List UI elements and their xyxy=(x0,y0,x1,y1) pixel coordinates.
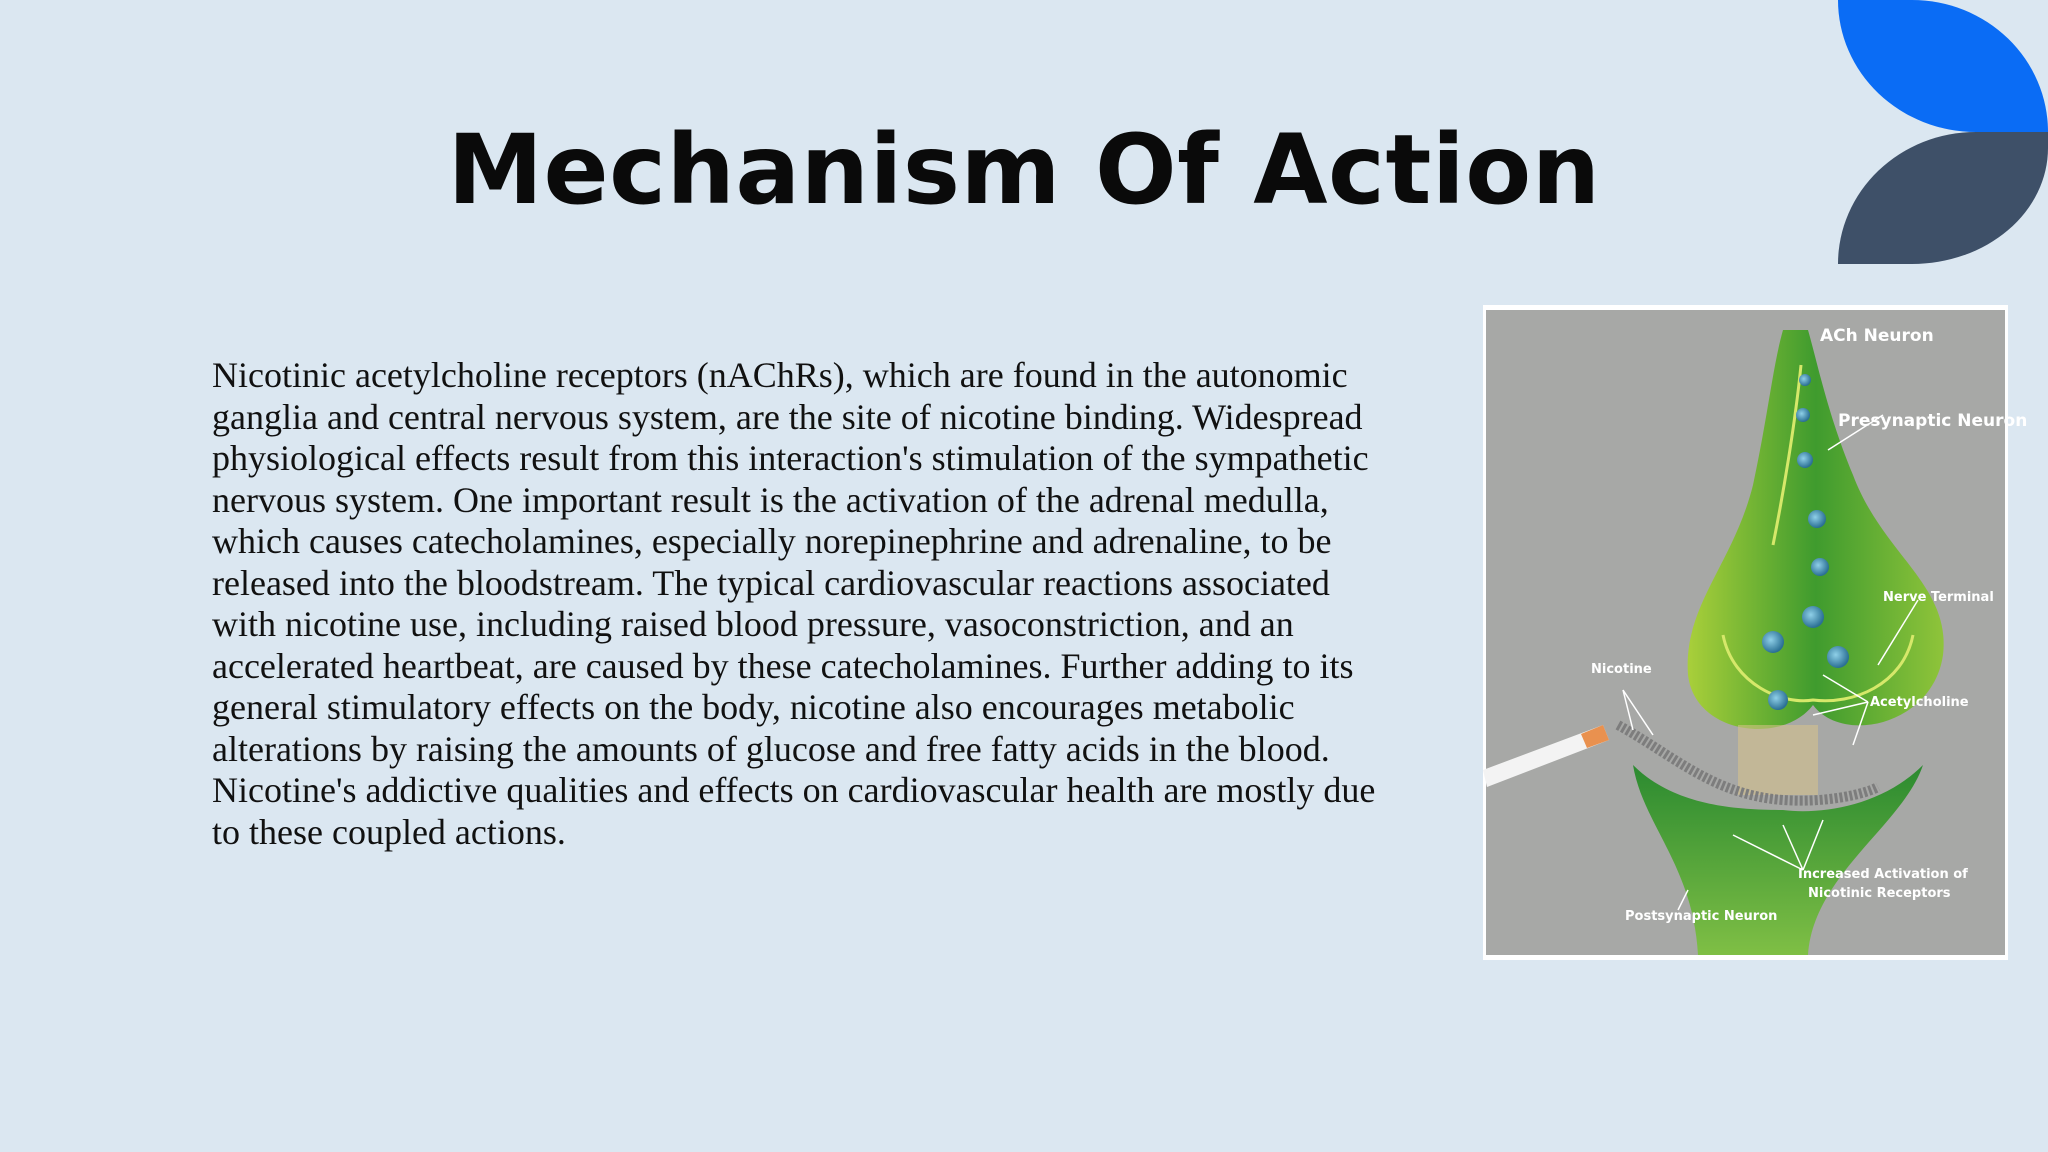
label-postsynaptic-neuron: Postsynaptic Neuron xyxy=(1625,909,1778,924)
label-ach-neuron: ACh Neuron xyxy=(1820,326,1934,346)
label-nerve-terminal: Nerve Terminal xyxy=(1883,590,1994,605)
slide-title: Mechanism Of Action xyxy=(447,114,1601,226)
label-presynaptic-neuron: Presynaptic Neuron xyxy=(1838,411,2028,431)
label-nicotine: Nicotine xyxy=(1591,662,1652,677)
label-increased-activation-line2: Nicotinic Receptors xyxy=(1808,886,1951,901)
label-acetylcholine: Acetylcholine xyxy=(1870,695,1969,710)
label-increased-activation-line1: Increased Activation of xyxy=(1798,867,1968,882)
synapse-diagram-image xyxy=(1483,305,2028,960)
body-paragraph: Nicotinic acetylcholine receptors (nAChRs), which are found in the autonomic ganglia and central nervous system, are the site of nicotine binding. Widespread physiological effects result from this interaction's stimulation of the sympathetic nervous system. One important result is the activation of the adrenal medulla, which causes catecholamines, especially norepinephrine and adrenaline, to be released into the bloodstream. The typical cardiovascular reactions associated with nicotine use, including raised blood pressure, vasoconstriction, and an accelerated heartbeat, are caused by these catecholamines. Further adding to its general stimulatory effects on the body, nicotine also encourages metabolic alterations by raising the amounts of glucose and free fatty acids in the blood. Nicotine's addictive qualities and effects on cardiovascular health are mostly due to these coupled actions. xyxy=(212,355,1376,852)
